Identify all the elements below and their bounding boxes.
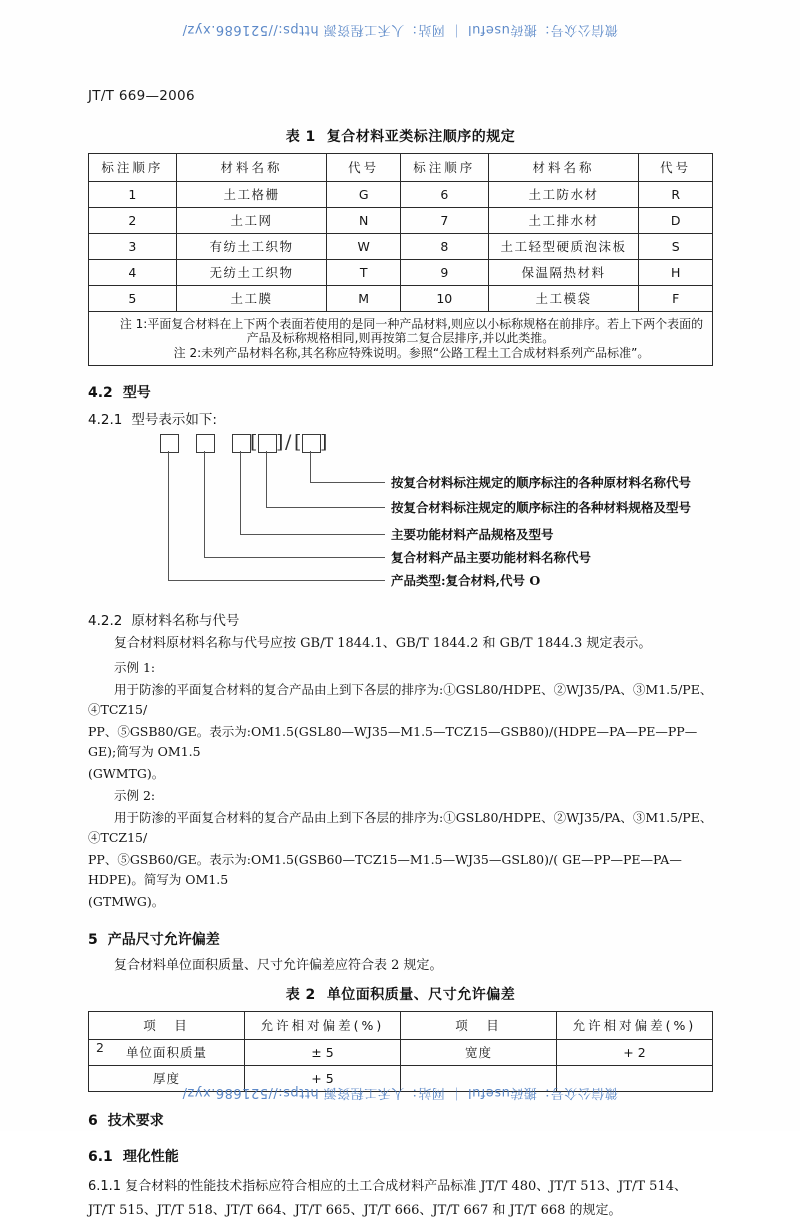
table1-cell: 土工模袋 — [488, 286, 639, 312]
table-row — [89, 1040, 713, 1066]
leader-line-4-horizontal — [266, 507, 385, 508]
table-row — [89, 182, 713, 208]
table2-cell: 单位面积质量 — [89, 1040, 245, 1066]
example-2-line-3: (GTMWG)。 — [88, 893, 165, 909]
table2-cell: 厚度 — [89, 1066, 245, 1092]
heading-6-1-title: 理化性能 — [122, 1149, 179, 1166]
table1-cell: R — [639, 182, 713, 208]
model-number-diagram — [88, 431, 713, 599]
example-1-label: 示例 1: — [114, 659, 156, 675]
table1-cell: 4 — [89, 260, 177, 286]
table1-cell: 有纺土工织物 — [176, 234, 327, 260]
heading-5-number: 5 — [88, 931, 98, 948]
section-4-2-2-intro: 复合材料原材料名称与代号应按 GB/T 1844.1、GB/T 1844.2 和 GB/T 1844.3 规定表示。 — [114, 636, 652, 652]
section-5-intro: 复合材料单位面积质量、尺寸允许偏差应符合表 2 规定。 — [114, 957, 443, 973]
table-row — [89, 286, 713, 312]
example-1-line-1: 用于防渗的平面复合材料的复合产品由上到下各层的排序为:①GSL80/HDPE、②WJ35/PA、③M1.5/PE、④TCZ15/ — [88, 681, 713, 717]
table1-cell: 2 — [89, 208, 177, 234]
table1-cell: 土工网 — [176, 208, 327, 234]
clause-6-1-1-text: 复合材料的性能技术指标应符合相应的土工合成材料产品标准 JT/T 480、JT/T 513、JT/T 514、 — [125, 1179, 687, 1195]
page-number: 2 — [96, 1040, 104, 1055]
slash-icon: / — [285, 431, 292, 454]
table1-cell: 3 — [89, 234, 177, 260]
table1-cell: H — [639, 260, 713, 286]
table1-header-row — [89, 154, 713, 182]
table1-header-order-1: 标注顺序 — [89, 154, 177, 182]
table2-caption-label: 表 2 — [285, 987, 316, 1004]
clause-6-1-1-line-1 — [88, 1176, 713, 1197]
table1-cell: 土工格栅 — [176, 182, 327, 208]
bracket-close-2-icon: ] — [320, 431, 328, 454]
heading-6-1-number: 6.1 — [88, 1149, 113, 1166]
table1-caption-label: 表 1 — [285, 129, 316, 145]
heading-6-title: 技术要求 — [107, 1113, 164, 1130]
table2-header-dev-1: 允许相对偏差(%) — [245, 1012, 401, 1040]
table2-cell: + 5 — [245, 1066, 401, 1092]
table1-caption-title: 复合材料亚类标注顺序的规定 — [326, 129, 516, 145]
table1-cell: G — [327, 182, 401, 208]
table1-cell: S — [639, 234, 713, 260]
heading-4-2-title: 型号 — [122, 385, 151, 402]
watermark-bottom: 微信公众号：搬砖useful ｜ 网站：人禾工程资源 https://521686.xyz/ — [182, 1085, 618, 1100]
table-row — [89, 208, 713, 234]
table1-cell: 1 — [89, 182, 177, 208]
leader-line-3-horizontal — [240, 534, 385, 535]
heading-4-2-1 — [88, 408, 713, 428]
diagram-label-raw-material-code: 按复合材料标注规定的顺序标注的各种原材料名称代号 — [391, 475, 692, 491]
table-row — [89, 260, 713, 286]
diagram-label-product-type: 产品类型:复合材料,代号 O — [391, 573, 541, 589]
table1-header-code-2: 代号 — [639, 154, 713, 182]
table-row — [89, 234, 713, 260]
heading-4-2 — [88, 382, 713, 402]
table1-header-name-2: 材料名称 — [488, 154, 639, 182]
model-box-2 — [196, 434, 215, 453]
heading-6 — [88, 1110, 713, 1130]
table1-cell: 土工防水材 — [488, 182, 639, 208]
model-box-3 — [232, 434, 251, 453]
model-box-1 — [160, 434, 179, 453]
bracket-open-2-icon: [ — [294, 431, 302, 454]
table1-cell: 10 — [400, 286, 488, 312]
heading-4-2-2-title: 原材料名称与代号 — [131, 613, 240, 630]
table2-header-dev-2: 允许相对偏差(%) — [557, 1012, 713, 1040]
leader-line-1-horizontal — [168, 580, 385, 581]
heading-4-2-number: 4.2 — [88, 385, 113, 402]
table2-cell: ± 5 — [245, 1040, 401, 1066]
model-box-4 — [258, 434, 277, 453]
table1-cell: T — [327, 260, 401, 286]
model-box-5 — [302, 434, 321, 453]
table1-notes-row — [89, 312, 713, 366]
table1-cell: F — [639, 286, 713, 312]
leader-line-5-horizontal — [310, 482, 385, 483]
table2-header-item-2: 项 目 — [401, 1012, 557, 1040]
leader-line-3-vertical — [240, 451, 241, 534]
diagram-label-main-function-spec: 主要功能材料产品规格及型号 — [391, 527, 554, 543]
table1-note-1-line-1: 注 1:平面复合材料在上下两个表面若使用的是同一种产品材料,则应以小标称规格在前排序。若上下两个表面的 — [119, 317, 704, 331]
table1-cell: 土工排水材 — [488, 208, 639, 234]
bracket-open-icon: [ — [250, 431, 258, 454]
leader-line-1-vertical — [168, 451, 169, 580]
table2 — [88, 1011, 713, 1092]
table1 — [88, 153, 713, 366]
example-1-line-2: PP、⑤GSB80/GE。表示为:OM1.5(GSL80—WJ35—M1.5—TCZ15—GSB80)/(HDPE—PA—PE—PP—GE);简写为 OM1.5 — [88, 723, 698, 759]
table1-header-name-1: 材料名称 — [176, 154, 327, 182]
leader-line-4-vertical — [266, 451, 267, 507]
heading-4-2-2 — [88, 609, 713, 629]
heading-4-2-1-number: 4.2.1 — [88, 412, 123, 429]
page-content — [88, 88, 713, 1225]
table2-caption-title: 单位面积质量、尺寸允许偏差 — [326, 987, 516, 1004]
table1-cell: 保温隔热材料 — [488, 260, 639, 286]
table2-cell: 宽度 — [401, 1040, 557, 1066]
table1-notes-cell — [89, 312, 713, 366]
table2-cell: + 2 — [557, 1040, 713, 1066]
watermark-top: 微信公众号：搬砖useful ｜ 网站：人禾工程资源 https://521686.xyz/ — [182, 22, 618, 37]
table1-cell: 8 — [400, 234, 488, 260]
clause-6-1-1-number: 6.1.1 — [88, 1179, 122, 1195]
table2-header-row — [89, 1012, 713, 1040]
table1-cell: 7 — [400, 208, 488, 234]
table2-caption — [88, 984, 713, 1004]
table1-header-code-1: 代号 — [327, 154, 401, 182]
leader-line-2-vertical — [204, 451, 205, 557]
leader-line-2-horizontal — [204, 557, 385, 558]
example-2-line-1: 用于防渗的平面复合材料的复合产品由上到下各层的排序为:①GSL80/HDPE、②WJ35/PA、③M1.5/PE、④TCZ15/ — [88, 809, 713, 845]
table1-note-2: 注 2:未列产品材料名称,其名称应特殊说明。参照“公路工程土工合成材料系列产品标准”。 — [173, 345, 650, 360]
bracket-close-icon: ] — [276, 431, 284, 454]
table1-caption — [88, 126, 713, 146]
heading-5 — [88, 929, 713, 949]
table1-cell: 无纺土工织物 — [176, 260, 327, 286]
diagram-label-main-function-name-code: 复合材料产品主要功能材料名称代号 — [391, 550, 592, 566]
running-head: JT/T 669—2006 — [88, 88, 195, 104]
leader-line-5-vertical — [310, 451, 311, 482]
table1-cell: 5 — [89, 286, 177, 312]
heading-6-number: 6 — [88, 1113, 98, 1130]
example-1-line-3: (GWMTG)。 — [88, 765, 165, 781]
heading-4-2-2-number: 4.2.2 — [88, 613, 123, 630]
table1-header-order-2: 标注顺序 — [400, 154, 488, 182]
table1-cell: 土工轻型硬质泡沫板 — [488, 234, 639, 260]
table2-header-item-1: 项 目 — [89, 1012, 245, 1040]
example-2-line-2: PP、⑤GSB60/GE。表示为:OM1.5(GSB60—TCZ15—M1.5—WJ35—GSL80)/( GE—PP—PE—PA—HDPE)。简写为 OM1.5 — [88, 851, 682, 887]
table1-cell: D — [639, 208, 713, 234]
table1-cell: 9 — [400, 260, 488, 286]
table1-cell: W — [327, 234, 401, 260]
table1-cell: 6 — [400, 182, 488, 208]
heading-4-2-1-title: 型号表示如下: — [131, 412, 217, 429]
table1-cell: M — [327, 286, 401, 312]
example-2-label: 示例 2: — [114, 787, 156, 803]
table1-cell: 土工膜 — [176, 286, 327, 312]
table1-note-1-line-2: 产品及标称规格相同,则再按第二复合层排序,并以此类推。 — [246, 331, 555, 346]
diagram-label-material-spec-model: 按复合材料标注规定的顺序标注的各种材料规格及型号 — [391, 500, 692, 516]
heading-5-title: 产品尺寸允许偏差 — [107, 931, 220, 948]
clause-6-1-1-line-2: JT/T 515、JT/T 518、JT/T 664、JT/T 665、JT/T 666、JT/T 667 和 JT/T 668 的规定。 — [88, 1203, 622, 1219]
heading-6-1 — [88, 1146, 713, 1166]
table1-cell: N — [327, 208, 401, 234]
